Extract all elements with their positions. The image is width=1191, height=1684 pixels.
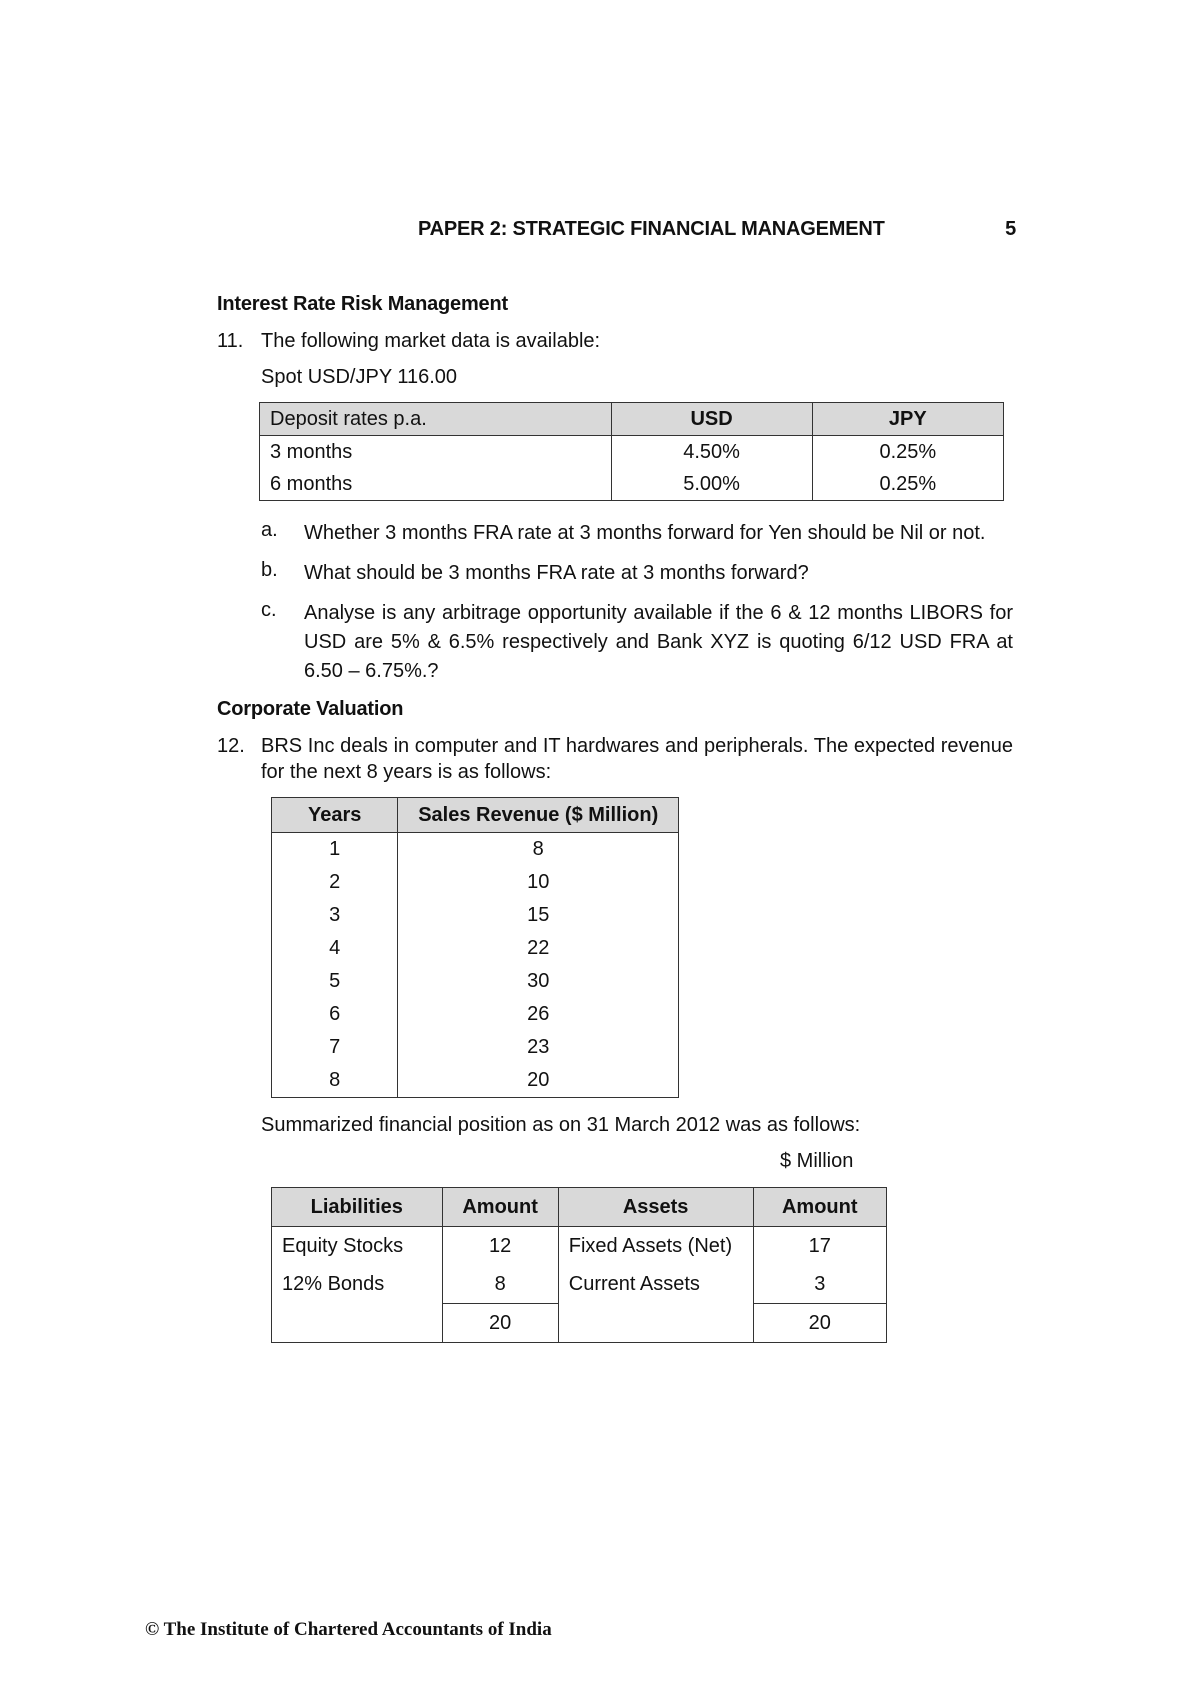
paper-title: PAPER 2: STRATEGIC FINANCIAL MANAGEMENT <box>418 218 885 240</box>
table-cell: 23 <box>398 1031 679 1064</box>
table-cell: 3 <box>272 899 398 932</box>
table-cell: 30 <box>398 965 679 998</box>
table-header-row <box>272 1188 887 1227</box>
sub-question-label: a. <box>261 519 278 541</box>
table-cell <box>272 1304 443 1343</box>
sub-question-text: Analyse is any arbitrage opportunity available if the 6 & 12 months LIBORS for USD are 5% & 6.5% respectively and Bank XYZ is quoting 6/12 USD FRA at 6.50 – 6.75%.? <box>304 602 1013 682</box>
table-header-row <box>260 403 1004 436</box>
table-row <box>260 468 1004 501</box>
table-header-cell: USD <box>611 403 812 436</box>
question-text-12: BRS Inc deals in computer and IT hardwares and peripherals. The expected revenue for the next 8 years is as follows: <box>261 735 1013 783</box>
question-number-11: 11. <box>217 330 244 352</box>
table-cell: 3 <box>753 1265 886 1304</box>
table-row <box>272 1227 887 1266</box>
summary-text: Summarized financial position as on 31 March 2012 was as follows: <box>261 1114 861 1136</box>
table-header-cell: Assets <box>558 1188 753 1227</box>
table-cell: 6 <box>272 998 398 1031</box>
table-header-cell: Amount <box>753 1188 886 1227</box>
sub-question-label: c. <box>261 599 277 621</box>
question-text-11: The following market data is available: <box>261 330 601 352</box>
page-header <box>418 218 1016 244</box>
table-cell: 7 <box>272 1031 398 1064</box>
table-cell: 20 <box>398 1064 679 1098</box>
table-cell: 1 <box>272 833 398 867</box>
table-cell: 6 months <box>260 468 612 501</box>
table-header-cell: JPY <box>812 403 1003 436</box>
financial-position-table <box>271 1187 887 1343</box>
table-row <box>272 932 679 965</box>
table-cell: 2 <box>272 866 398 899</box>
table-cell: 8 <box>272 1064 398 1098</box>
table-cell: Equity Stocks <box>272 1227 443 1266</box>
table-cell: 5 <box>272 965 398 998</box>
table-cell: 15 <box>398 899 679 932</box>
sub-question-text: Whether 3 months FRA rate at 3 months forward for Yen should be Nil or not. <box>304 522 986 544</box>
table-cell: Current Assets <box>558 1265 753 1304</box>
table-row <box>272 833 679 867</box>
table-row <box>272 965 679 998</box>
table-cell: 3 months <box>260 436 612 469</box>
table-cell: 0.25% <box>812 468 1003 501</box>
table-cell: 22 <box>398 932 679 965</box>
table-row <box>272 866 679 899</box>
table-row <box>272 1265 887 1304</box>
table-total-row <box>272 1304 887 1343</box>
table-row <box>272 998 679 1031</box>
total-assets: 20 <box>753 1304 886 1343</box>
table-row <box>272 899 679 932</box>
table-cell: 8 <box>398 833 679 867</box>
table-cell: 10 <box>398 866 679 899</box>
table-header-row <box>272 798 679 833</box>
unit-label: $ Million <box>780 1150 854 1172</box>
sales-revenue-table <box>271 797 679 1098</box>
table-cell: 17 <box>753 1227 886 1266</box>
table-cell: 4 <box>272 932 398 965</box>
copyright-footer: © The Institute of Chartered Accountants of India <box>145 1619 552 1640</box>
table-header-cell: Years <box>272 798 398 833</box>
table-cell <box>558 1304 753 1343</box>
table-cell: 5.00% <box>611 468 812 501</box>
table-cell: Fixed Assets (Net) <box>558 1227 753 1266</box>
table-header-cell: Amount <box>442 1188 558 1227</box>
table-cell: 12% Bonds <box>272 1265 443 1304</box>
table-header-cell: Deposit rates p.a. <box>260 403 612 436</box>
table-cell: 26 <box>398 998 679 1031</box>
section-title-interest-rate: Interest Rate Risk Management <box>217 293 508 315</box>
spot-rate-text: Spot USD/JPY 116.00 <box>261 366 458 388</box>
table-cell: 8 <box>442 1265 558 1304</box>
table-header-cell: Liabilities <box>272 1188 443 1227</box>
table-header-cell: Sales Revenue ($ Million) <box>398 798 679 833</box>
table-cell: 0.25% <box>812 436 1003 469</box>
section-title-corporate-valuation: Corporate Valuation <box>217 698 404 720</box>
table-cell: 12 <box>442 1227 558 1266</box>
table-cell: 4.50% <box>611 436 812 469</box>
table-row <box>272 1064 679 1098</box>
page-number: 5 <box>1005 218 1016 240</box>
sub-question-label: b. <box>261 559 278 581</box>
table-row <box>272 1031 679 1064</box>
deposit-rates-table <box>259 402 1004 501</box>
table-row <box>260 436 1004 469</box>
sub-question-text: What should be 3 months FRA rate at 3 months forward? <box>304 562 809 584</box>
question-number-12: 12. <box>217 735 245 757</box>
total-liabilities: 20 <box>442 1304 558 1343</box>
